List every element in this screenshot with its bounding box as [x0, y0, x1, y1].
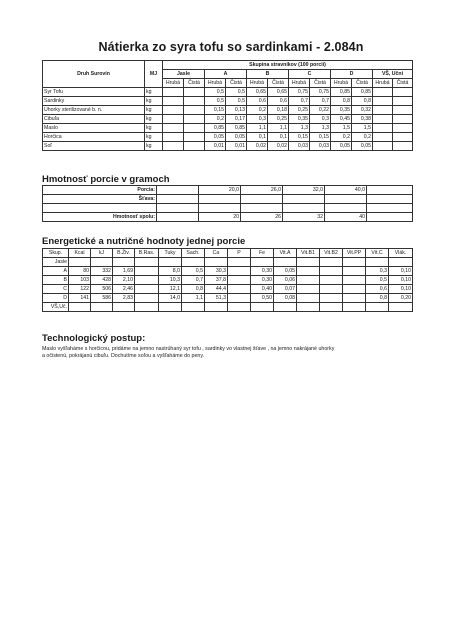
nutrition-value: [159, 303, 182, 312]
portion-value: [367, 204, 413, 213]
ingredient-amount: 0,05: [226, 133, 247, 142]
ingredient-amount: [373, 124, 393, 133]
nutrition-value: [320, 303, 343, 312]
ingredient-amount: 0,7: [289, 97, 310, 106]
nutrition-value: [297, 267, 320, 276]
nutrition-value: 0,05: [274, 267, 297, 276]
portion-value: [241, 204, 283, 213]
nutrition-value: [135, 267, 159, 276]
ingredient-amount: 0,35: [331, 106, 352, 115]
ingredient-amount: [184, 97, 205, 106]
nutrition-value: [297, 276, 320, 285]
ingredient-amount: 0,03: [310, 142, 331, 151]
portion-label: Hmotnosť spolu:: [43, 213, 157, 222]
nutrition-value: [135, 258, 159, 267]
ingredient-amount: 1,3: [289, 124, 310, 133]
ingredient-amount: 0,2: [205, 115, 226, 124]
nutrition-value: [228, 258, 251, 267]
ingredient-amount: 0,2: [352, 133, 373, 142]
ingredient-name: Horčica: [43, 133, 145, 142]
ingredient-amount: 0,13: [226, 106, 247, 115]
ingredient-amount: [163, 97, 184, 106]
ingredient-amount: 0,75: [310, 88, 331, 97]
nutrition-value: 44,4: [205, 285, 228, 294]
nutrition-group: C: [43, 285, 69, 294]
portion-label: Porcia:: [43, 186, 157, 195]
nutrition-header: B.Ras.: [135, 249, 159, 258]
nutrition-value: 0,7: [182, 276, 205, 285]
nutrition-value: 51,3: [205, 294, 228, 303]
nutrition-value: [366, 258, 389, 267]
ingredient-amount: 0,85: [331, 88, 352, 97]
ingredient-amount: [184, 106, 205, 115]
ingredient-amount: 0,01: [226, 142, 247, 151]
group-5: VŠ, Učni: [373, 70, 413, 79]
portion-table: [42, 185, 413, 222]
nutrition-value: [366, 303, 389, 312]
nutrition-value: 0,30: [251, 267, 274, 276]
nutrition-header: Vit.B1: [297, 249, 320, 258]
ingredient-unit: kg: [145, 133, 163, 142]
nutrition-value: 2,46: [113, 285, 135, 294]
group-2: B: [247, 70, 289, 79]
nutrition-value: 103: [69, 276, 91, 285]
ingredient-amount: [393, 133, 413, 142]
portion-row: [43, 186, 413, 195]
nutrition-heading: Energetické a nutričné hodnoty jednej porcie: [42, 236, 246, 247]
ingredient-amount: 0,65: [247, 88, 268, 97]
nutrition-value: [389, 303, 413, 312]
nutrition-value: [297, 294, 320, 303]
ingredient-amount: 0,17: [226, 115, 247, 124]
nutrition-header: P: [228, 249, 251, 258]
nutrition-value: 0,5: [366, 276, 389, 285]
portion-value: 32: [283, 213, 325, 222]
ingredient-amount: [393, 124, 413, 133]
nutrition-value: [343, 285, 366, 294]
nutrition-value: 0,5: [182, 267, 205, 276]
ingredient-amount: 1,5: [331, 124, 352, 133]
ingredient-amount: 0,18: [268, 106, 289, 115]
ingredient-amount: 0,38: [352, 115, 373, 124]
ingredient-amount: [393, 97, 413, 106]
ingredient-amount: [163, 106, 184, 115]
nutrition-value: 0,40: [251, 285, 274, 294]
sub-header-gross: Hrubá: [205, 79, 226, 88]
nutrition-value: 0,10: [389, 267, 413, 276]
nutrition-value: 1,1: [182, 294, 205, 303]
portion-value: [199, 204, 241, 213]
ingredient-amount: [373, 133, 393, 142]
ingredient-amount: 0,5: [205, 97, 226, 106]
ingredient-amount: [163, 88, 184, 97]
ingredient-amount: 0,6: [247, 97, 268, 106]
ingredient-amount: 1,1: [268, 124, 289, 133]
nutrition-value: [343, 294, 366, 303]
nutrition-value: [135, 294, 159, 303]
nutrition-value: 0,50: [251, 294, 274, 303]
nutrition-value: 332: [91, 267, 113, 276]
nutrition-header: Vit.PP: [343, 249, 366, 258]
ingredient-amount: [184, 133, 205, 142]
nutrition-group: VŠ,Uč.: [43, 303, 69, 312]
nutrition-value: 0,10: [389, 285, 413, 294]
nutrition-header: Skup.: [43, 249, 69, 258]
ingredient-name: Uhorky sterilizované b. n.: [43, 106, 145, 115]
nutrition-value: [135, 276, 159, 285]
nutrition-value: [320, 267, 343, 276]
ingredient-unit: kg: [145, 88, 163, 97]
nutrition-value: 37,8: [205, 276, 228, 285]
ingredient-amount: 0,25: [289, 106, 310, 115]
nutrition-value: 80: [69, 267, 91, 276]
ingredient-amount: 0,05: [331, 142, 352, 151]
nutrition-value: [320, 258, 343, 267]
ingredient-name: Cibuľa: [43, 115, 145, 124]
portion-label: Šťava:: [43, 195, 157, 204]
sub-header-net: Čistá: [393, 79, 413, 88]
ingredient-amount: [184, 115, 205, 124]
nutrition-value: 0,10: [389, 276, 413, 285]
ingredient-unit: kg: [145, 106, 163, 115]
nutrition-value: [228, 303, 251, 312]
ingredient-amount: 0,8: [352, 97, 373, 106]
ingredient-amount: [393, 106, 413, 115]
portion-value: 26,0: [241, 186, 283, 195]
ingredient-unit: kg: [145, 124, 163, 133]
nutrition-value: 506: [91, 285, 113, 294]
nutrition-value: 2,10: [113, 276, 135, 285]
ingredient-amount: 0,15: [289, 133, 310, 142]
sub-header-gross: Hrubá: [247, 79, 268, 88]
ingredient-amount: 0,25: [268, 115, 289, 124]
ingredient-row: [43, 115, 413, 124]
ingredient-name: Syr Tofu: [43, 88, 145, 97]
nutrition-value: 1,69: [113, 267, 135, 276]
nutrition-header-row: [43, 249, 413, 258]
ingredient-amount: 0,2: [247, 106, 268, 115]
nutrition-value: [69, 258, 91, 267]
ingredient-amount: [184, 88, 205, 97]
nutrition-value: [343, 276, 366, 285]
portion-value: 20: [199, 213, 241, 222]
portion-value: [367, 186, 413, 195]
nutrition-value: [228, 276, 251, 285]
unit-header: MJ: [145, 61, 163, 88]
ingredient-amount: 0,1: [247, 133, 268, 142]
nutrition-value: [135, 285, 159, 294]
nutrition-value: [135, 303, 159, 312]
nutrition-header: Tuky: [159, 249, 182, 258]
nutrition-value: 0,07: [274, 285, 297, 294]
ingredient-amount: 0,5: [205, 88, 226, 97]
ingredient-name-header: Druh Surovín: [43, 61, 145, 88]
nutrition-value: 428: [91, 276, 113, 285]
nutrition-value: [228, 285, 251, 294]
sub-header-net: Čistá: [352, 79, 373, 88]
nutrition-value: [113, 303, 135, 312]
ingredient-amount: [184, 124, 205, 133]
nutrition-header: Vlák.: [389, 249, 413, 258]
portion-heading: Hmotnosť porcie v gramoch: [42, 174, 170, 185]
portion-value: [283, 204, 325, 213]
nutrition-group: Jasle: [43, 258, 69, 267]
ingredient-amount: [373, 115, 393, 124]
procedure-line-2: a očistenú, pokrájanú cibuľu. Dochutíme soľou a vyšľaháme do peny.: [42, 353, 205, 359]
ingredient-unit: kg: [145, 97, 163, 106]
nutrition-value: 122: [69, 285, 91, 294]
ingredient-row: [43, 88, 413, 97]
ingredient-amount: 0,45: [331, 115, 352, 124]
nutrition-group: B: [43, 276, 69, 285]
nutrition-value: 2,83: [113, 294, 135, 303]
nutrition-value: 0,8: [182, 285, 205, 294]
nutrition-header: B.Živ.: [113, 249, 135, 258]
ingredient-amount: 0,02: [247, 142, 268, 151]
nutrition-value: [343, 267, 366, 276]
portion-value: 32,0: [283, 186, 325, 195]
nutrition-value: 141: [69, 294, 91, 303]
nutrition-value: [320, 294, 343, 303]
portion-value: [325, 204, 367, 213]
portion-row: [43, 204, 413, 213]
portion-value: [157, 213, 199, 222]
portion-value: 40: [325, 213, 367, 222]
sub-header-net: Čistá: [226, 79, 247, 88]
nutrition-value: 0,30: [251, 276, 274, 285]
ingredient-amount: 1,3: [310, 124, 331, 133]
nutrition-row: [43, 276, 413, 285]
nutrition-group: D: [43, 294, 69, 303]
nutrition-value: [69, 303, 91, 312]
ingredient-amount: 0,3: [310, 115, 331, 124]
ingredient-amount: 1,5: [352, 124, 373, 133]
ingredient-amount: [373, 106, 393, 115]
ingredient-amount: 0,2: [331, 133, 352, 142]
nutrition-value: 0,3: [366, 267, 389, 276]
portion-label: [43, 204, 157, 213]
ingredient-amount: 0,05: [205, 133, 226, 142]
ingredient-amount: 0,5: [226, 97, 247, 106]
ingredient-amount: 0,6: [268, 97, 289, 106]
nutrition-header: Vit.A: [274, 249, 297, 258]
ingredient-amount: [393, 142, 413, 151]
ingredient-amount: 0,85: [205, 124, 226, 133]
nutrition-value: [320, 276, 343, 285]
nutrition-table: [42, 248, 413, 312]
ingredient-amount: 0,85: [352, 88, 373, 97]
nutrition-value: 14,0: [159, 294, 182, 303]
nutrition-header: Sach.: [182, 249, 205, 258]
group-4: D: [331, 70, 373, 79]
portion-row: [43, 213, 413, 222]
portion-value: [199, 195, 241, 204]
ingredient-amount: [373, 88, 393, 97]
nutrition-row: [43, 258, 413, 267]
ingredient-row: [43, 142, 413, 151]
nutrition-value: [91, 303, 113, 312]
ingredient-amount: 0,75: [289, 88, 310, 97]
ingredient-amount: 0,15: [205, 106, 226, 115]
ingredient-amount: [184, 142, 205, 151]
nutrition-value: [205, 258, 228, 267]
ingredient-amount: 0,65: [268, 88, 289, 97]
nutrition-value: 0,6: [366, 285, 389, 294]
nutrition-value: 12,1: [159, 285, 182, 294]
nutrition-value: [389, 258, 413, 267]
nutrition-value: [228, 267, 251, 276]
portion-value: [157, 186, 199, 195]
sub-header-net: Čistá: [268, 79, 289, 88]
ingredient-amount: [163, 142, 184, 151]
ingredient-amount: [393, 115, 413, 124]
nutrition-value: 0,06: [274, 276, 297, 285]
nutrition-row: [43, 267, 413, 276]
ingredient-amount: 0,8: [331, 97, 352, 106]
sub-header-net: Čistá: [310, 79, 331, 88]
portion-value: [367, 195, 413, 204]
portion-value: [157, 204, 199, 213]
ingredient-amount: 0,03: [289, 142, 310, 151]
portion-value: 26: [241, 213, 283, 222]
nutrition-row: [43, 294, 413, 303]
ingredient-row: [43, 133, 413, 142]
ingredient-row: [43, 106, 413, 115]
ingredient-amount: 0,85: [226, 124, 247, 133]
portion-value: [367, 213, 413, 222]
portion-row: [43, 195, 413, 204]
nutrition-value: 10,3: [159, 276, 182, 285]
ingredient-amount: [373, 97, 393, 106]
ingredient-amount: [163, 133, 184, 142]
ingredient-amount: 0,05: [352, 142, 373, 151]
nutrition-value: [91, 258, 113, 267]
nutrition-value: 30,3: [205, 267, 228, 276]
portion-value: [157, 195, 199, 204]
ingredient-amount: 0,5: [226, 88, 247, 97]
ingredient-name: Maslo: [43, 124, 145, 133]
nutrition-header: Ca: [205, 249, 228, 258]
group-1: A: [205, 70, 247, 79]
ingredient-amount: 0,15: [310, 133, 331, 142]
nutrition-value: [113, 258, 135, 267]
nutrition-value: [251, 258, 274, 267]
ingredient-amount: 0,35: [289, 115, 310, 124]
ingredient-name: Sardinky: [43, 97, 145, 106]
group-3: C: [289, 70, 331, 79]
ingredient-amount: 0,1: [268, 133, 289, 142]
portion-value: 20,0: [199, 186, 241, 195]
sub-header-gross: Hrubá: [331, 79, 352, 88]
procedure-line-1: Maslo vyšľaháme s horčicou, pridáme na jemno nastrúhaný syr tofu , sardinky vo vlastnej šťave , na jemno nakrájané uhorky: [42, 346, 335, 352]
ingredient-unit: kg: [145, 142, 163, 151]
nutrition-value: [274, 258, 297, 267]
portion-value: [241, 195, 283, 204]
ingredients-table: [42, 60, 413, 151]
ingredient-amount: [373, 142, 393, 151]
portion-value: 40,0: [325, 186, 367, 195]
ingredient-amount: 1,1: [247, 124, 268, 133]
ingredient-amount: [163, 115, 184, 124]
nutrition-value: 586: [91, 294, 113, 303]
procedure-heading: Technologický postup:: [42, 333, 146, 344]
nutrition-row: [43, 285, 413, 294]
nutrition-header: kJ: [91, 249, 113, 258]
nutrition-value: [228, 294, 251, 303]
ingredient-amount: [163, 124, 184, 133]
portion-value: [283, 195, 325, 204]
nutrition-value: 0,20: [389, 294, 413, 303]
ingredient-row: [43, 97, 413, 106]
nutrition-header: Vit.B2: [320, 249, 343, 258]
nutrition-value: 0,08: [274, 294, 297, 303]
ingredient-amount: 0,7: [310, 97, 331, 106]
ingredient-amount: [393, 88, 413, 97]
nutrition-value: [159, 258, 182, 267]
group-header: Skupina stravníkov (100 porcií): [163, 61, 413, 70]
nutrition-row: [43, 303, 413, 312]
nutrition-header: Vit.C: [366, 249, 389, 258]
ingredient-amount: 0,22: [310, 106, 331, 115]
nutrition-value: 8,0: [159, 267, 182, 276]
nutrition-header: Fe: [251, 249, 274, 258]
nutrition-header: Kcal: [69, 249, 91, 258]
nutrition-value: [343, 303, 366, 312]
nutrition-value: 0,8: [366, 294, 389, 303]
ingredient-amount: 0,01: [205, 142, 226, 151]
sub-header-gross: Hrubá: [373, 79, 393, 88]
ingredient-row: [43, 124, 413, 133]
nutrition-value: [320, 285, 343, 294]
group-0: Jasle: [163, 70, 205, 79]
sub-header-gross: Hrubá: [163, 79, 184, 88]
nutrition-value: [182, 258, 205, 267]
nutrition-group: A: [43, 267, 69, 276]
nutrition-value: [205, 303, 228, 312]
nutrition-value: [297, 303, 320, 312]
ingredient-amount: 0,32: [352, 106, 373, 115]
nutrition-value: [251, 303, 274, 312]
sub-header-gross: Hrubá: [289, 79, 310, 88]
nutrition-value: [182, 303, 205, 312]
ingredient-amount: 0,3: [247, 115, 268, 124]
nutrition-value: [274, 303, 297, 312]
nutrition-value: [343, 258, 366, 267]
portion-value: [325, 195, 367, 204]
ingredient-amount: 0,02: [268, 142, 289, 151]
ingredient-name: Soľ: [43, 142, 145, 151]
sub-header-net: Čistá: [184, 79, 205, 88]
nutrition-value: [297, 258, 320, 267]
page-title: Nátierka zo syra tofu so sardinkami - 2.084n: [98, 40, 364, 54]
ingredient-unit: kg: [145, 115, 163, 124]
nutrition-value: [297, 285, 320, 294]
